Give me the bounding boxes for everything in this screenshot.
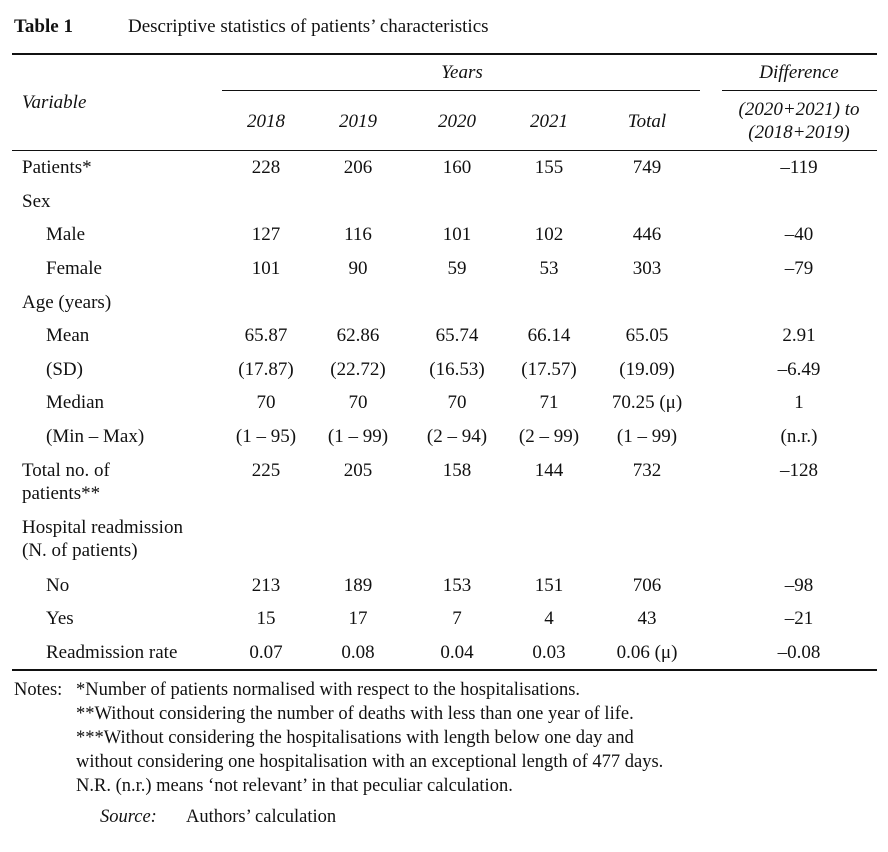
cell-value: 17: [348, 608, 368, 629]
difference-underline: [722, 90, 877, 91]
table-cell: [252, 224, 281, 246]
cell-value: 153: [442, 575, 472, 596]
cell-value: 0.07: [249, 642, 283, 663]
cell-value: 151: [534, 575, 564, 596]
cell-value: (1 – 99): [327, 426, 389, 447]
header-difference: Difference: [759, 62, 839, 83]
row-label: (N. of patients): [22, 540, 138, 561]
table-cell: [535, 460, 564, 482]
cell-value: 70.25: [611, 392, 655, 413]
table-caption: Descriptive statistics of patients’ characteristics: [128, 16, 489, 37]
table-cell: [344, 224, 372, 246]
header-col-2018: 2018: [247, 111, 285, 132]
difference-cell: –128: [780, 460, 818, 481]
cell-value: 706: [632, 575, 662, 596]
difference-cell: –6.49: [777, 359, 821, 380]
table-cell: [245, 325, 288, 347]
table-cell: [633, 224, 662, 246]
difference-cell: (n.r.): [780, 426, 818, 447]
header-col-2021: 2021: [530, 111, 568, 132]
table-cell: [238, 359, 293, 381]
note-line: ***Without considering the hospitalisations with length below one day and: [76, 728, 634, 748]
cell-value: (16.53): [429, 359, 485, 380]
cell-value: (1 – 99): [616, 426, 678, 447]
difference-cell: –40: [784, 224, 814, 245]
table-cell: [436, 325, 479, 347]
cell-value: 0.08: [341, 642, 375, 663]
table-cell: [535, 157, 564, 179]
table-cell: [344, 460, 373, 482]
table-cell: [638, 608, 657, 630]
header-difference-line1: (2020+2021) to: [738, 99, 860, 120]
cell-suffix: (μ): [659, 392, 683, 413]
row-label: Total no. of: [22, 460, 110, 481]
table-cell: [337, 325, 380, 347]
cell-value: (22.72): [330, 359, 386, 380]
difference-cell: –79: [784, 258, 814, 279]
table-cell: [452, 608, 462, 630]
table-cell: [252, 575, 281, 597]
cell-value: 65.87: [244, 325, 288, 346]
cell-value: 70: [348, 392, 368, 413]
cell-value: 225: [251, 460, 281, 481]
cell-value: 228: [251, 157, 281, 178]
difference-cell: –98: [784, 575, 814, 596]
table-cell: [633, 575, 662, 597]
table-cell: [528, 325, 571, 347]
table-cell: [443, 460, 472, 482]
difference-cell: 2.91: [782, 325, 816, 346]
table-cell: [427, 426, 487, 448]
cell-value: 0.06: [616, 642, 650, 663]
header-variable: Variable: [22, 92, 87, 113]
table-cell: [519, 426, 579, 448]
cell-value: (17.87): [238, 359, 294, 380]
table-cell: [443, 575, 472, 597]
row-label: Patients*: [22, 157, 92, 178]
row-label: Yes: [46, 608, 74, 629]
table-cell: [521, 359, 576, 381]
cell-value: 62.86: [336, 325, 380, 346]
table-cell: [633, 460, 662, 482]
table-cell: [330, 359, 385, 381]
cell-value: 749: [632, 157, 662, 178]
table-cell: [249, 642, 282, 664]
table-cell: [252, 460, 281, 482]
note-line: N.R. (n.r.) means ‘not relevant’ in that peculiar calculation.: [76, 776, 513, 796]
cell-value: 66.14: [527, 325, 571, 346]
cell-value: 90: [348, 258, 368, 279]
table-cell: [544, 608, 554, 630]
table-cell: [341, 642, 374, 664]
cell-value: 205: [343, 460, 373, 481]
row-label: No: [46, 575, 70, 596]
row-label: Female: [46, 258, 102, 279]
table-cell: [236, 426, 296, 448]
header-years: Years: [441, 62, 483, 83]
cell-value: 189: [343, 575, 373, 596]
cell-value: 65.74: [435, 325, 479, 346]
notes-prefix: Notes:: [14, 680, 63, 700]
cell-value: (17.57): [521, 359, 577, 380]
note-line: without considering one hospitalisation with an exceptional length of 477 days.: [76, 752, 664, 772]
row-label: Sex: [22, 191, 51, 212]
cell-value: 213: [251, 575, 281, 596]
table-cell: [443, 157, 472, 179]
table-cell: [535, 575, 564, 597]
cell-value: 70: [256, 392, 276, 413]
header-col-2020: 2020: [438, 111, 476, 132]
cell-value: (2 – 99): [518, 426, 580, 447]
table-cell: [349, 258, 368, 280]
row-label: Hospital readmission: [22, 517, 183, 538]
cell-value: 59: [447, 258, 467, 279]
row-label: Mean: [46, 325, 90, 346]
cell-value: 101: [442, 224, 472, 245]
cell-value: 53: [539, 258, 559, 279]
cell-value: 71: [539, 392, 559, 413]
table-cell: [349, 608, 368, 630]
table-cell: [540, 392, 559, 414]
table-cell: [626, 325, 669, 347]
cell-suffix: (μ): [654, 642, 678, 663]
table-cell: [448, 258, 467, 280]
cell-value: 4: [544, 608, 554, 629]
table-cell: [617, 426, 677, 448]
cell-value: 144: [534, 460, 564, 481]
table-cell: [532, 642, 565, 664]
difference-cell: –0.08: [777, 642, 821, 663]
cell-value: 65.05: [625, 325, 669, 346]
table-cell: [633, 258, 662, 280]
header-bottom-rule: [12, 150, 877, 151]
note-line: **Without considering the number of deaths with less than one year of life.: [76, 704, 634, 724]
difference-cell: 1: [794, 392, 804, 413]
cell-value: 70: [447, 392, 467, 413]
difference-cell: –21: [784, 608, 814, 629]
cell-value: (19.09): [619, 359, 675, 380]
cell-value: (1 – 95): [235, 426, 297, 447]
table-cell: [349, 392, 368, 414]
table-label: Table 1: [14, 16, 73, 37]
difference-cell: –119: [780, 157, 818, 178]
table-cell: [344, 157, 373, 179]
bottom-rule: [12, 669, 877, 671]
table-cell: [344, 575, 373, 597]
cell-value: 732: [632, 460, 662, 481]
cell-value: 116: [344, 224, 372, 245]
row-label: Readmission rate: [46, 642, 178, 663]
table-cell: [612, 392, 682, 414]
cell-value: 303: [632, 258, 662, 279]
row-label: Male: [46, 224, 86, 245]
cell-value: 155: [534, 157, 564, 178]
table-cell: [328, 426, 388, 448]
cell-value: 0.03: [532, 642, 566, 663]
table-cell: [540, 258, 559, 280]
cell-value: 7: [452, 608, 462, 629]
header-col-total: Total: [627, 111, 667, 132]
header-difference-line2: (2018+2019): [748, 122, 850, 143]
source-text: Authors’ calculation: [186, 807, 337, 827]
row-label: patients**: [22, 483, 101, 504]
table-cell: [633, 157, 662, 179]
cell-value: (2 – 94): [426, 426, 488, 447]
table-cell: [257, 392, 276, 414]
cell-value: 158: [442, 460, 472, 481]
table-cell: [257, 608, 276, 630]
cell-value: 206: [343, 157, 373, 178]
row-label: (SD): [46, 359, 83, 380]
row-label: Age (years): [22, 292, 112, 313]
table-cell: [252, 157, 281, 179]
table-cell: [448, 392, 467, 414]
note-line: *Number of patients normalised with respect to the hospitalisations.: [76, 680, 581, 700]
table-cell: [443, 224, 472, 246]
cell-value: 101: [251, 258, 281, 279]
cell-value: 102: [534, 224, 564, 245]
top-rule: [12, 53, 877, 55]
table-cell: [617, 642, 678, 664]
table-cell: [252, 258, 281, 280]
table-cell: [535, 224, 564, 246]
cell-value: 160: [442, 157, 472, 178]
table-cell: [619, 359, 674, 381]
table-cell: [429, 359, 484, 381]
cell-value: 43: [637, 608, 657, 629]
source-label: Source:: [100, 807, 157, 827]
cell-value: 0.04: [440, 642, 474, 663]
cell-value: 446: [632, 224, 662, 245]
years-underline: [222, 90, 700, 91]
row-label: Median: [46, 392, 105, 413]
table-cell: [440, 642, 473, 664]
row-label: (Min – Max): [46, 426, 145, 447]
header-col-2019: 2019: [339, 111, 377, 132]
cell-value: 15: [256, 608, 276, 629]
cell-value: 127: [251, 224, 281, 245]
